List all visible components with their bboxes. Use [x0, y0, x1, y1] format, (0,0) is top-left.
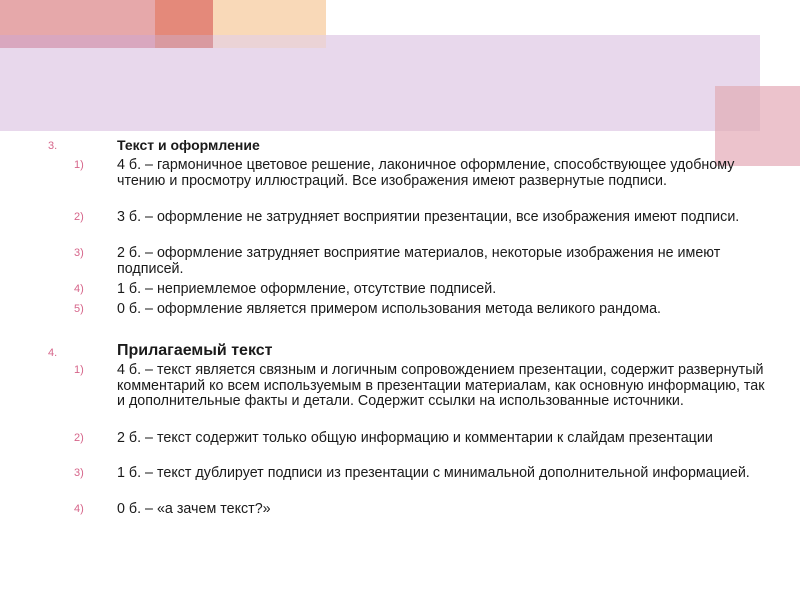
item-text: 4 б. – текст является связным и логичным сопровождением презентации, содержит развернутый комментарий ко всем используемым в презентации материалам, как основную информацию, так и дополнительные факты и детали. Содержит ссылки на использованные источники.	[117, 362, 765, 409]
item-number: 1)	[74, 364, 84, 376]
section-title: Прилагаемый текст	[117, 342, 273, 359]
decor-overlap-2	[155, 35, 213, 48]
item-number: 2)	[74, 432, 84, 444]
decor-overlap-1	[0, 35, 155, 48]
item-number: 4)	[74, 503, 84, 515]
item-number: 1)	[74, 159, 84, 171]
decor-overlap-3	[213, 35, 326, 48]
item-text: 1 б. – неприемлемое оформление, отсутствие подписей.	[117, 281, 497, 297]
item-text: 1 б. – текст дублирует подписи из презентации с минимальной дополнительной информацией.	[117, 465, 750, 481]
section-title: Текст и оформление	[117, 137, 260, 153]
decor-overlap-right	[715, 86, 760, 131]
item-text: 2 б. – текст содержит только общую информацию и комментарии к слайдам презентации	[117, 430, 713, 446]
item-text: 4 б. – гармоничное цветовое решение, лаконичное оформление, способствующее удобному чтению и просмотру иллюстраций. Все изображения имеют развернутые подписи.	[117, 157, 735, 189]
item-number: 2)	[74, 211, 84, 223]
header-band	[0, 35, 760, 131]
item-text: 2 б. – оформление затрудняет восприятие материалов, некоторые изображения не имеют подписей.	[117, 245, 721, 277]
item-number: 5)	[74, 303, 84, 315]
item-text: 0 б. – «а зачем текст?»	[117, 501, 271, 517]
item-number: 3)	[74, 467, 84, 479]
section-number: 3.	[48, 140, 58, 152]
item-number: 3)	[74, 247, 84, 259]
section-number: 4.	[48, 347, 58, 359]
item-text: 3 б. – оформление не затрудняет восприятии презентации, все изображения имеют подписи.	[117, 209, 740, 225]
item-text: 0 б. – оформление является примером использования метода великого рандома.	[117, 301, 662, 317]
item-number: 4)	[74, 283, 84, 295]
